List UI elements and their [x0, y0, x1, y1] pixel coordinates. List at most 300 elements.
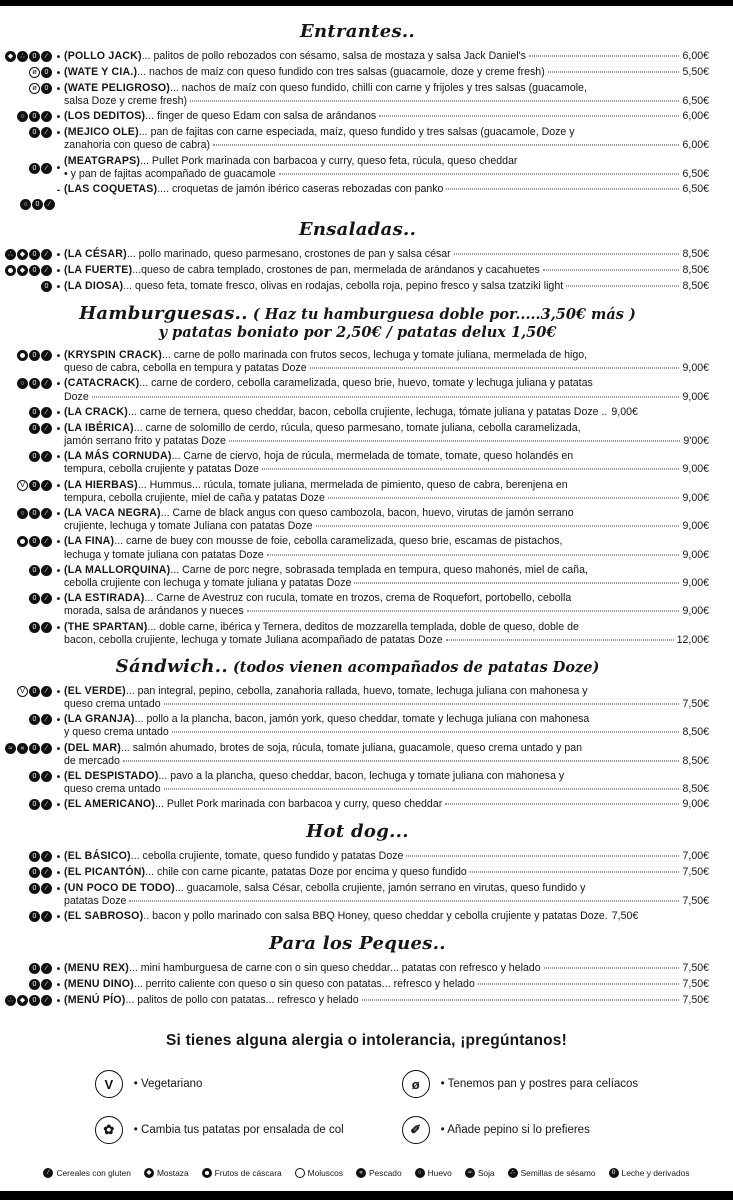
leche-icon: 0 — [29, 883, 40, 894]
menu-item — [6, 264, 709, 278]
legend-label: • Vegetariano — [133, 1078, 203, 1091]
allergen-key-row — [0, 1168, 733, 1178]
allergen-icons — [6, 126, 64, 152]
sesamo-icon: ∴ — [5, 249, 16, 260]
item-body — [64, 621, 709, 647]
dot-leader — [123, 760, 680, 761]
item-line — [64, 126, 709, 139]
item-description: queso crema untado — [64, 783, 161, 796]
item-name: (LA CÉSAR) — [64, 247, 127, 260]
item-description: morada, salsa de arándanos y nueces — [64, 605, 244, 618]
item-description: queso crema untado — [64, 697, 161, 710]
leche-icon: 0 — [29, 350, 40, 361]
item-body — [64, 406, 709, 420]
item-name: (MENU REX) — [64, 962, 129, 975]
item-bullet: • — [56, 911, 61, 924]
leche-icon: 0 — [29, 771, 40, 782]
menu-item — [6, 910, 709, 924]
item-bullet: • — [56, 742, 61, 755]
leche-icon: 0 — [29, 480, 40, 491]
item-price: 8,50€ — [682, 279, 709, 292]
allergen-key-label: Mostaza — [156, 1168, 189, 1179]
leche-icon: 0 — [29, 378, 40, 389]
dot-leader — [566, 285, 679, 286]
item-line — [64, 713, 709, 726]
allergen-key-item — [415, 1168, 452, 1178]
sesamo-icon: ∴ — [17, 51, 28, 62]
item-line — [64, 866, 709, 879]
mostaza-icon: ◆ — [17, 995, 28, 1006]
item-description: bacon, cebolla crujiente, lechuga y tomate Juliana acompañado de patatas Doze — [64, 633, 443, 646]
legend-label: • Tenemos pan y postres para celíacos — [440, 1078, 639, 1091]
allergen-key-label: Huevo — [427, 1168, 452, 1179]
dot-leader — [354, 583, 679, 584]
item-body — [64, 66, 709, 80]
leche-icon: 0 — [29, 593, 40, 604]
dot-leader — [543, 269, 680, 270]
item-price: 7,50€ — [682, 962, 709, 975]
section-title: Hamburguesas.. — [79, 302, 248, 324]
item-line — [64, 422, 709, 435]
section-title: Ensaladas.. — [298, 218, 417, 240]
item-description: ... palitos de pollo rebozados con sésamo, salsa de mostaza y salsa Jack Daniel's — [141, 49, 526, 62]
item-line — [64, 755, 709, 768]
item-description: ... nachos de maíz con queso fundido con tres salsas (guacamole, doze y creme fresh) — [137, 65, 545, 78]
celiacos-icon: ø — [29, 67, 40, 78]
dot-leader — [328, 497, 680, 498]
allergen-key-label: Pescado — [369, 1168, 402, 1179]
pescado-icon: « — [356, 1168, 366, 1178]
leche-icon: 0 — [29, 686, 40, 697]
section-subtitle: y patatas boniato por 2,50€ / patatas delux 1,50€ — [158, 324, 557, 342]
dot-leader — [454, 253, 680, 254]
item-line — [64, 110, 709, 123]
allergen-icons — [6, 377, 64, 403]
item-description: ... chile con carne picante, patatas Doze por encima y queso fundido — [145, 866, 467, 879]
item-description: ... pan de fajitas con carne especiada, maíz, queso fundido y tres salsas (guacamole, Doze y — [138, 126, 575, 139]
menu-item — [6, 82, 709, 108]
item-body — [64, 280, 709, 294]
item-name: (POLLO JACK) — [64, 49, 142, 62]
item-bullet: • — [56, 82, 61, 95]
leche-icon: 0 — [29, 565, 40, 576]
item-description: ... Pullet Pork marinada con barbacoa y curry, queso feta, rúcula, queso cheddar — [140, 154, 518, 167]
item-body — [64, 535, 709, 561]
item-line — [64, 406, 709, 419]
item-price: 9,00€ — [682, 390, 709, 403]
allergen-icons — [6, 770, 64, 796]
cereales-gluten-icon: ∕ — [41, 851, 52, 862]
item-price: 7,50€ — [682, 978, 709, 991]
menu-item — [6, 126, 709, 152]
cereales-gluten-icon: ∕ — [41, 451, 52, 462]
cereales-gluten-icon: ∕ — [41, 265, 52, 276]
item-description: ... doble carne, ibérica y Ternera, deditos de mozzarella templada, doble de queso, doble de — [147, 620, 579, 633]
item-line — [64, 726, 709, 739]
leche-icon: 0 — [29, 911, 40, 922]
item-bullet: • — [56, 963, 61, 976]
item-price: 9,00€ — [682, 548, 709, 561]
allergen-icons — [6, 264, 64, 278]
allergen-key-label: Leche y derivados — [621, 1168, 690, 1179]
item-body — [64, 50, 709, 64]
item-line — [64, 168, 709, 181]
item-description: queso de cabra, cebolla en tempura y patatas Doze — [64, 362, 307, 375]
item-description: crujiente, lechuga y tomate Juliana con patatas Doze — [64, 520, 313, 533]
item-description: salsa Doze y creme fresh) — [64, 94, 188, 107]
item-description: ... salmón ahumado, brotes de soja, rúcula, tomate juliana, guacamole, queso crema untado y pan — [120, 741, 583, 754]
item-name: (LA DIOSA) — [64, 279, 124, 292]
item-bullet: • — [56, 111, 61, 124]
cereales-gluten-icon: ∕ — [41, 407, 52, 418]
item-price: 9,00€ — [682, 491, 709, 504]
item-body — [64, 850, 709, 864]
sesamo-icon: ∴ — [5, 995, 16, 1006]
item-price: 7,50€ — [682, 697, 709, 710]
dot-leader — [262, 469, 680, 470]
frutos-cascara-icon — [202, 1168, 212, 1178]
dot-leader — [406, 856, 679, 857]
item-name: (LA MÁS CORNUDA) — [64, 450, 172, 463]
item-price: 7,00€ — [682, 850, 709, 863]
item-bullet: • — [56, 995, 61, 1008]
item-line — [64, 798, 709, 811]
cereales-gluten-icon: ∕ — [41, 163, 52, 174]
item-line — [64, 155, 709, 168]
item-description: tempura, cebolla crujiente y patatas Doze — [64, 463, 259, 476]
item-name: (LA GRANJA) — [64, 713, 135, 726]
item-description: ... carne de solomillo de cerdo, rúcula, queso parmesano, tomate juliana, cebolla caramelizada, — [133, 421, 581, 434]
allergen-icons — [6, 742, 64, 768]
item-body — [64, 349, 709, 375]
item-line — [64, 50, 709, 63]
item-price: 6,00€ — [682, 139, 709, 152]
item-body — [64, 910, 709, 924]
allergen-icons — [6, 962, 64, 976]
item-body — [64, 742, 709, 768]
item-name: (WATE Y CIA.) — [64, 65, 138, 78]
item-body — [64, 770, 709, 796]
leche-icon: 0 — [41, 83, 52, 94]
leche-icon: 0 — [29, 163, 40, 174]
item-line — [64, 362, 709, 375]
item-bullet: • — [56, 378, 61, 391]
item-description: ... Carne de Avestruz con rucula, tomate en trozos, crema de Roquefort, portobello, cebolla — [144, 592, 572, 605]
cereales-gluten-icon: ∕ — [43, 1168, 53, 1178]
item-description: ... Pullet Pork marinada con barbacoa y curry, queso cheddar — [155, 798, 443, 811]
leche-icon: 0 — [29, 963, 40, 974]
dot-leader — [213, 145, 679, 146]
mostaza-icon: ◆ — [144, 1168, 154, 1178]
item-bullet: • — [56, 714, 61, 727]
item-body — [64, 377, 709, 403]
leche-icon: 0 — [29, 407, 40, 418]
item-name: (LA VACA NEGRA) — [64, 506, 161, 519]
dot-leader — [310, 368, 680, 369]
item-name: (CATACRACK) — [64, 377, 140, 390]
item-line — [64, 770, 709, 783]
dot-leader — [544, 968, 680, 969]
menu-item — [6, 621, 709, 647]
item-line — [64, 248, 709, 261]
item-body — [64, 994, 709, 1008]
item-description: tempura, cebolla crujiente, miel de caña y patatas Doze — [64, 491, 325, 504]
menu-item — [6, 962, 709, 976]
item-line — [64, 783, 709, 796]
cereales-gluten-icon: ∕ — [41, 622, 52, 633]
item-line — [64, 264, 709, 277]
item-description: • y pan de fajitas acompañado de guacamole — [64, 167, 276, 180]
cereales-gluten-icon: ∕ — [41, 378, 52, 389]
item-name: (LOS DEDITOS) — [64, 110, 146, 123]
item-description: ... pavo a la plancha, queso cheddar, bacon, lechuga y tomate juliana con mahonesa y — [158, 769, 565, 782]
leche-icon: 0 — [29, 249, 40, 260]
item-bullet: • — [56, 479, 61, 492]
item-description: .... croquetas de jamón ibérico caseras rebozadas con panko — [157, 182, 444, 195]
item-body — [64, 882, 709, 908]
item-line — [64, 535, 709, 548]
cereales-gluten-icon: ∕ — [41, 508, 52, 519]
item-line — [64, 698, 709, 711]
leche-icon: 0 — [29, 423, 40, 434]
frutos-cascara-icon — [5, 265, 16, 276]
item-bullet: - — [56, 183, 61, 196]
item-line — [64, 520, 709, 533]
item-price: 8,50€ — [682, 247, 709, 260]
bottom-border-bar — [0, 1191, 733, 1200]
item-line — [64, 463, 709, 476]
item-description: ... cebolla crujiente, tomate, queso fundido y patatas Doze — [130, 850, 404, 863]
leche-icon: 0 — [29, 111, 40, 122]
item-description: ... carne de buey con mousse de foie, cebolla caramelizada, queso brie, escamas de pistachos, — [114, 535, 563, 548]
section-header-hamburguesas — [6, 304, 709, 342]
allergen-key-label: Soja — [477, 1168, 495, 1179]
legend-label: • Añade pepino si lo prefieres — [440, 1124, 590, 1137]
cereales-gluten-icon: ∕ — [41, 771, 52, 782]
allergen-icons — [6, 155, 64, 181]
leche-icon: 0 — [29, 536, 40, 547]
legend-item — [95, 1116, 344, 1144]
section-title: Para los Peques.. — [269, 933, 446, 955]
item-price: 8,50€ — [682, 783, 709, 796]
leche-icon: 0 — [29, 979, 40, 990]
dot-leader — [316, 526, 680, 527]
leche-icon: 0 — [29, 743, 40, 754]
item-line — [64, 549, 709, 562]
item-price: 7,50€ — [682, 895, 709, 908]
menu-item — [6, 248, 709, 262]
allergen-key-label: Cereales con gluten — [56, 1168, 131, 1179]
item-line — [64, 850, 709, 863]
allergen-icons — [6, 882, 64, 908]
dot-leader — [190, 100, 679, 101]
item-line — [64, 605, 709, 618]
cereales-gluten-icon: ∕ — [41, 743, 52, 754]
item-name: (EL AMERICANO) — [64, 798, 156, 811]
section-header-ensaladas — [6, 220, 709, 241]
item-price: 12,00€ — [676, 633, 709, 646]
item-price: 7,50€ — [682, 866, 709, 879]
legend-label: • Cambia tus patatas por ensalada de col — [133, 1124, 344, 1137]
item-body — [64, 962, 709, 976]
item-line — [64, 895, 709, 908]
item-price: 6,50€ — [682, 167, 709, 180]
allergen-icons — [6, 978, 64, 992]
item-name: (MENÚ PÍO) — [64, 994, 126, 1007]
allergen-icons — [6, 280, 64, 294]
allergen-icons-below — [20, 199, 709, 210]
item-description: ... carne de cordero, cebolla caramelizada, queso brie, huevo, tomate y lechuga juliana y patatas — [139, 377, 593, 390]
item-name: (LA ESTIRADA) — [64, 592, 145, 605]
item-bullet: • — [56, 127, 61, 140]
item-description: de mercado — [64, 754, 120, 767]
allergen-key-item — [295, 1168, 343, 1178]
menu-item — [6, 450, 709, 476]
item-body — [64, 866, 709, 880]
dot-leader — [247, 611, 680, 612]
vegetariano-icon: V — [17, 480, 28, 491]
item-bullet: • — [56, 593, 61, 606]
item-description: ... finger de queso Edam con salsa de arándanos — [145, 110, 377, 123]
dot-leader — [445, 804, 679, 805]
menu-item — [6, 349, 709, 375]
section-header-s-ndwich — [6, 657, 709, 678]
leche-icon: 0 — [41, 281, 52, 292]
allergen-key-item — [202, 1168, 282, 1178]
item-description: ... Carne de ciervo, hoja de rúcula, mermelada de tomate, tomate, queso holandés en — [171, 450, 574, 463]
allergen-icons — [6, 685, 64, 711]
item-line — [64, 621, 709, 634]
vegetariano-icon: V — [17, 686, 28, 697]
menu-item — [6, 866, 709, 880]
allergen-icons — [6, 621, 64, 647]
cereales-gluten-icon: ∕ — [41, 911, 52, 922]
menu-item — [6, 280, 709, 294]
menu-item — [6, 994, 709, 1008]
item-name: (EL DESPISTADO) — [64, 769, 159, 782]
section-title: Entrantes.. — [299, 21, 416, 42]
item-description: ... guacamole, salsa César, cebolla crujiente, jamón serrano en virutas, queso fundido y — [174, 882, 586, 895]
pescado-icon: « — [17, 743, 28, 754]
item-bullet: • — [56, 770, 61, 783]
huevo-icon: ○ — [17, 508, 28, 519]
cereales-gluten-icon: ∕ — [41, 995, 52, 1006]
item-body — [64, 110, 709, 124]
item-body — [64, 155, 709, 181]
dot-leader — [446, 639, 674, 640]
legend-item — [402, 1116, 639, 1144]
item-description: patatas Doze — [64, 895, 127, 908]
leche-icon: 0 — [32, 199, 43, 210]
item-bullet: • — [56, 851, 61, 864]
item-bullet: • — [56, 264, 61, 277]
dot-leader — [92, 396, 680, 397]
cereales-gluten-icon: ∕ — [41, 883, 52, 894]
item-name: (LA MALLORQUINA) — [64, 563, 171, 576]
dot-leader — [164, 789, 680, 790]
dot-leader — [379, 116, 679, 117]
item-description: ... carne de pollo marinada con frutos secos, lechuga y tomate juliana, mermelada de higo, — [161, 348, 588, 361]
item-description: ... Carne de black angus con queso cambozola, bacon, huevo, virutas de jamón serrano — [160, 506, 574, 519]
vegetariano-icon: V — [95, 1070, 123, 1098]
item-body — [64, 82, 709, 108]
menu-item — [6, 377, 709, 403]
item-line — [64, 95, 709, 108]
item-bullet: • — [56, 422, 61, 435]
section-header-entrantes — [6, 22, 709, 43]
item-description: ... pollo marinado, queso parmesano, crostones de pan y salsa césar — [126, 247, 451, 260]
cereales-gluten-icon: ∕ — [41, 249, 52, 260]
item-name: (LAS COQUETAS) — [64, 182, 158, 195]
dot-leader — [129, 901, 679, 902]
item-bullet: • — [56, 50, 61, 63]
item-bullet: • — [56, 349, 61, 362]
dot-leader — [279, 173, 680, 174]
allergen-icons — [6, 507, 64, 533]
cereales-gluten-icon: ∕ — [41, 963, 52, 974]
item-name: (MEJICO OLE) — [64, 126, 139, 139]
allergen-icons — [6, 110, 64, 124]
menu-item — [6, 406, 709, 420]
item-price: 7,50€ — [682, 994, 709, 1007]
item-name: (EL VERDE) — [64, 684, 126, 697]
section-title-suffix: ( Haz tu hamburguesa doble por.....3,50€ más ) — [247, 305, 636, 323]
allergen-icons — [6, 349, 64, 375]
cereales-gluten-icon: ∕ — [41, 714, 52, 725]
allergen-key-item — [465, 1168, 495, 1178]
item-price: 9,00€ — [611, 405, 638, 418]
item-price: 6,50€ — [682, 182, 709, 195]
menu-item — [6, 770, 709, 796]
item-name: (MENU DINO) — [64, 978, 134, 991]
item-bullet: • — [56, 867, 61, 880]
menu-item — [6, 592, 709, 618]
leche-icon: 0 — [29, 714, 40, 725]
allergen-icons — [6, 248, 64, 262]
item-body — [64, 798, 709, 812]
item-price: 9,00€ — [682, 577, 709, 589]
item-description: ...queso de cabra templado, crostones de pan, mermelada de arándanos y cacahuetes — [132, 263, 540, 276]
item-price: 9,00€ — [682, 362, 709, 375]
menu-item — [6, 882, 709, 908]
allergen-icons — [6, 850, 64, 864]
item-description: jamón serrano frito y patatas Doze — [64, 434, 226, 447]
allergen-icons — [6, 713, 64, 739]
item-description: ... mini hamburguesa de carne con o sin queso cheddar... patatas con refresco y helado — [128, 962, 541, 975]
cereales-gluten-icon: ∕ — [41, 51, 52, 62]
item-name: (THE SPARTAN) — [64, 620, 148, 633]
cereales-gluten-icon: ∕ — [41, 593, 52, 604]
huevo-icon: ○ — [415, 1168, 425, 1178]
mostaza-icon: ◆ — [17, 249, 28, 260]
menu-item — [6, 685, 709, 711]
cereales-gluten-icon: ∕ — [41, 979, 52, 990]
item-description: lechuga y tomate juliana con patatas Doze — [64, 548, 264, 561]
leche-icon: 0 — [29, 995, 40, 1006]
allergen-icons — [6, 592, 64, 618]
dot-leader — [446, 188, 679, 189]
item-line — [64, 450, 709, 463]
dot-leader — [362, 1000, 680, 1001]
item-bullet: • — [56, 621, 61, 634]
menu-item — [6, 50, 709, 64]
coleslaw-icon: ✿ — [95, 1116, 123, 1144]
item-line — [64, 479, 709, 492]
dot-leader — [529, 55, 680, 56]
dot-leader — [470, 872, 680, 873]
item-price: 7,50€ — [611, 910, 639, 923]
frutos-cascara-icon — [17, 536, 28, 547]
